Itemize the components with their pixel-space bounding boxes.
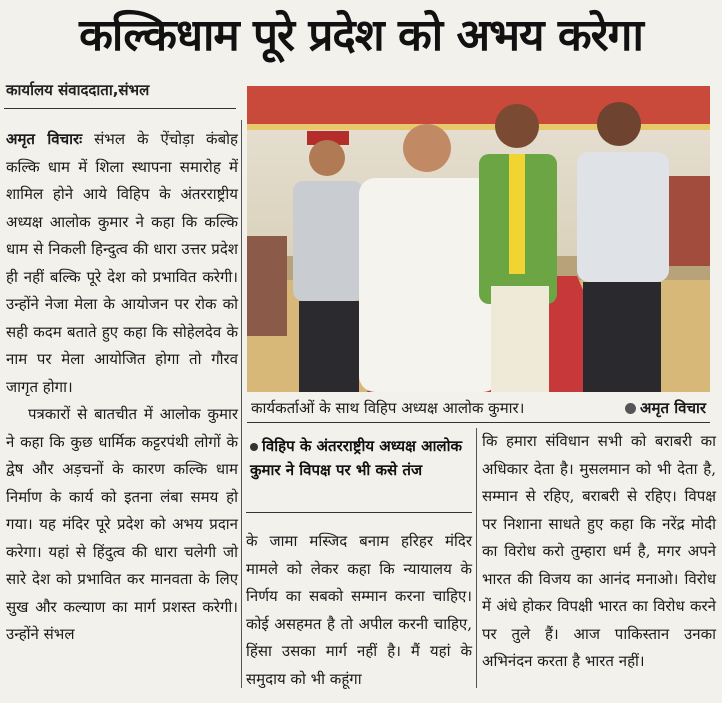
subheadline-text: विहिप के अंतरराष्ट्रीय अध्यक्ष आलोक कुमार ने विपक्ष पर भी कसे तंज [250,437,462,479]
article-column-left [6,126,238,649]
photo-credit [625,398,706,418]
bullet-icon [625,403,636,414]
article-paragraph-4: कि हमारा संविधान सभी को बराबरी का अधिकार देता है। मुसलमान को भी देता है, सम्मान से रहिए, बराबरी से रहिए। विपक्ष पर निशाना साधते हुए कहा कि नरेंद्र मोदी का विरोध करो तुम्हारा धर्म है, मगर अपने भारत की विजय का आनंद मनाओ। विरोध में अंधे होकर विपक्षी भारत का विरोध करने पर तुले हैं। आज पाकिस्तान उनका अभिनंदन करता है भारत नहीं। [482,432,716,670]
headline: कल्किधाम पूरे प्रदेश को अभय करेगा [79,10,643,61]
column-divider-middle [476,428,477,688]
photo-caption-bar [247,394,710,423]
column-divider-left [241,120,242,688]
photo-caption: कार्यकर्ताओं के साथ विहिप अध्यक्ष आलोक कुमार। [251,399,525,417]
article-column-middle [246,528,472,693]
article-paragraph-1 [6,126,238,401]
article-paragraph-1-text: संभल के ऐंचोड़ा कंबोह कल्कि धाम में शिला स्थापना समारोह में शामिल होने आये विहिप के अंतरराष्ट्रीय अध्यक्ष आलोक कुमार ने कहा कि कल्कि धाम से निकली हिन्दुत्व की धारा उत्तर प्रदेश ही नहीं बल्कि पूरे देश को प्रभावित करेगी। उन्होंने नेजा मेला के आयोजन पर रोक को सही कदम बताते हुए कहा कि सोहेलदेव के नाम पर मेला आयोजित होगा तो गौरव जागृत होगा। [6,130,238,396]
subheadline-divider [246,512,472,513]
photo-credit-label: अमृत विचार [640,399,706,417]
article-paragraph-2: पत्रकारों से बातचीत में आलोक कुमार ने कहा कि कुछ धार्मिक कट्टरपंथी लोगों के द्वेष और अड़चनों के कारण कल्कि धाम निर्माण के कार्य को इतना लंबा समय हो गया। यह मंदिर पूरे प्रदेश को अभय प्रदान करेगा। यहां से हिंदुत्व की धारा चलेगी जो सारे देश को प्रभावित कर मानवता के लिए सुख और कल्याण का मार्ग प्रशस्त करेगी। उन्होंने संभल [6,405,238,643]
news-photo-illustration [247,86,710,392]
subheadline [250,434,472,482]
byline: कार्यालय संवाददाता,संभल [6,81,150,99]
article-lead: अमृत विचारः [6,130,83,148]
byline-divider [4,108,236,109]
news-photo [247,86,710,392]
bullet-icon [250,443,258,451]
article-paragraph-3: के जामा मस्जिद बनाम हरिहर मंदिर मामले को लेकर कहा कि न्यायालय के निर्णय का सबको सम्मान करना चाहिए। कोई असहमत है तो अपील करनी चाहिए, हिंसा उसका मार्ग नहीं है। मैं यहां के समुदाय को भी कहूंगा [246,532,472,688]
article-column-right [482,428,716,676]
